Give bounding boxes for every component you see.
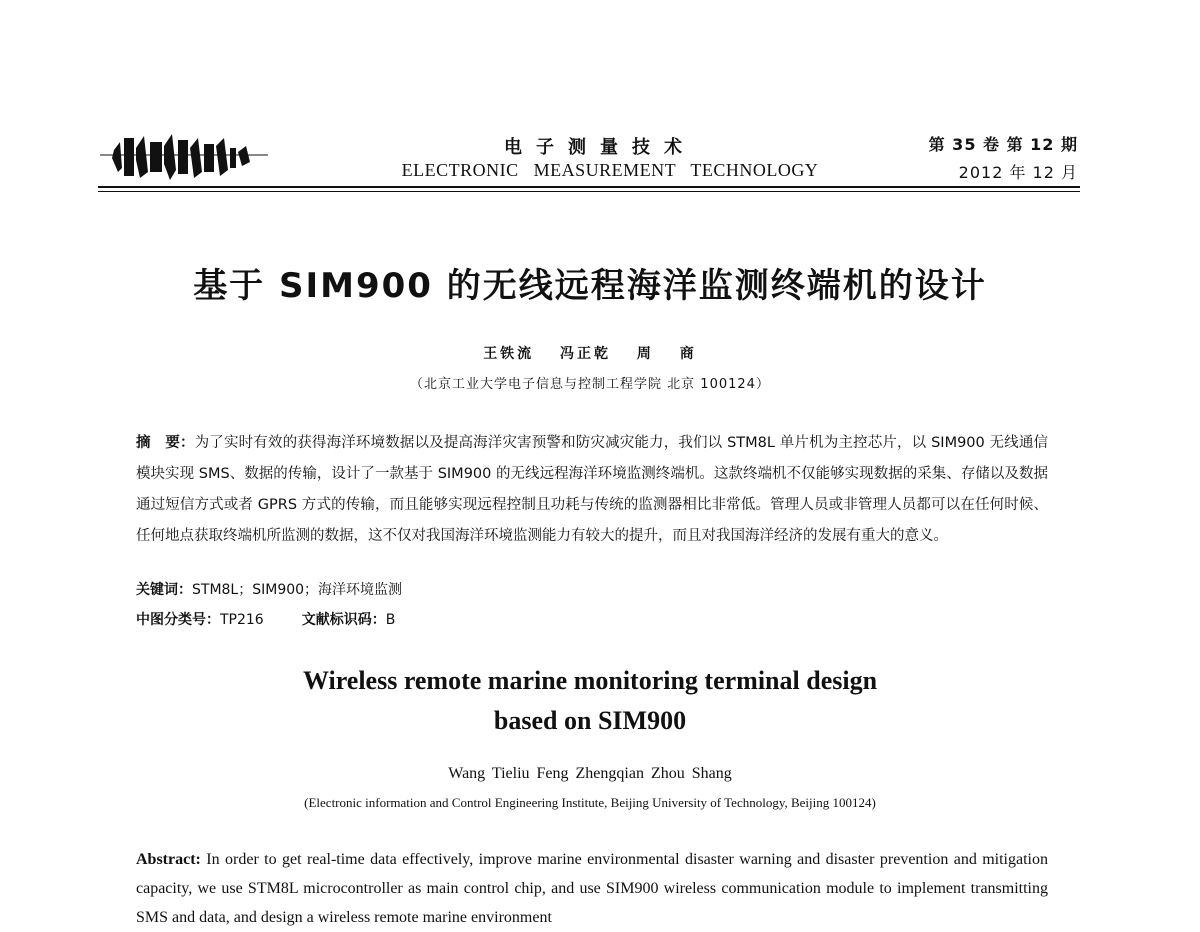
keywords-text-cn: STM8L；SIM900；海洋环境监测 [192, 582, 403, 598]
abstract-en [136, 845, 1048, 932]
header-rule-thick [98, 186, 1080, 188]
classification-cn [136, 609, 395, 629]
header-rule-thin [98, 191, 1080, 192]
authors-cn: 王铁流 冯正乾 周 商 [483, 346, 697, 362]
authors-en: Wang Tieliu Feng Zhengqian Zhou Shang [448, 765, 732, 782]
keywords-label-cn: 关键词： [136, 582, 192, 598]
affiliation-en: (Electronic information and Control Engineering Institute, Beijing University of Technology, Beijing 100124) [304, 795, 876, 810]
paper-title-cn: 基于 SIM900 的无线远程海洋监测终端机的设计 [193, 266, 987, 306]
paper-title-en-line1: Wireless remote marine monitoring terminal design [302, 666, 878, 695]
affiliation-cn: （北京工业大学电子信息与控制工程学院 北京 100124） [410, 377, 770, 392]
publication-date: 2012 年 12 月 [958, 163, 1078, 182]
abstract-label-cn: 摘 要： [136, 435, 195, 451]
abstract-label-en: Abstract: [136, 851, 201, 868]
class-label-cn: 中图分类号： [136, 612, 220, 628]
doc-code-value-cn: B [385, 612, 396, 628]
abstract-cn [136, 428, 1048, 552]
journal-title-cn: 电子测量技术 [504, 137, 696, 158]
abstract-text-en: In order to get real-time data effectively, improve marine environmental disaster warning and disaster prevention and mitigation capacity, we use STM8L microcontroller as main control chip, and use SIM900 wireless communication module to implement transmitting SMS and data, and design a wireless remote marine environment [136, 851, 1048, 926]
journal-title-en: ELECTRONIC MEASUREMENT TECHNOLOGY [401, 160, 819, 180]
keywords-cn [136, 579, 402, 599]
volume-issue: 第 35 卷 第 12 期 [928, 135, 1078, 154]
paper-title-en-line2: based on SIM900 [493, 706, 687, 735]
abstract-text-cn: 为了实时有效的获得海洋环境数据以及提高海洋灾害预警和防灾减灾能力，我们以 STM8L 单片机为主控芯片，以 SIM900 无线通信模块实现 SMS、数据的传输，设计了一款基于 SIM900 的无线远程海洋环境监测终端机。这款终端机不仅能够实现数据的采集、存储以及数据通过短信方式或者 GPRS 方式的传输，而且能够实现远程控制且功耗与传统的监测器相比非常低。管理人员或非管理人员都可以在任何时候、任何地点获取终端机所监测的数据，这不仅对我国海洋环境监测能力有较大的提升，而且对我国海洋经济的发展有重大的意义。 [136, 435, 1048, 544]
journal-logo-icon [100, 128, 268, 186]
class-value-cn: TP216 [220, 612, 264, 628]
doc-code-label-cn: 文献标识码： [301, 612, 386, 628]
